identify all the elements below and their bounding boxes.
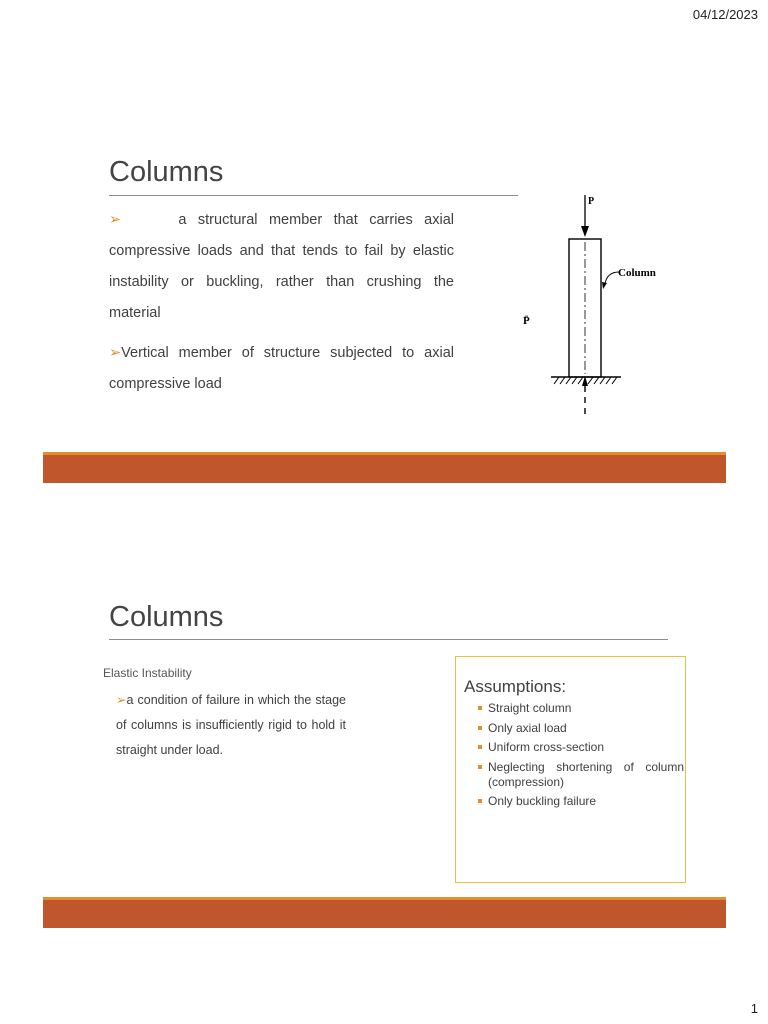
assumptions-box — [455, 656, 686, 883]
elastic-instability-heading: Elastic Instability — [103, 666, 192, 680]
list-item: Uniform cross-section — [478, 740, 684, 755]
column-diagram — [515, 190, 675, 420]
arrow-bullet-icon: ➢ — [109, 345, 122, 361]
column-label: Column — [618, 267, 656, 279]
definition-text: a condition of failure in which the stage of columns is insufficiently rigid to hold it straight under load. — [116, 693, 346, 757]
slide2-title-rule — [109, 639, 668, 640]
arrow-bullet-icon: ➢ — [116, 693, 127, 707]
slide1-bullet-2-text: Vertical member of structure subjected to axial compressive load — [109, 345, 454, 392]
list-item: Neglecting shortening of column (compression) — [478, 760, 684, 790]
p-bar-label: P̄ — [523, 315, 530, 327]
arrow-bullet-icon: ➢ — [109, 212, 122, 228]
list-item: Only axial load — [478, 721, 684, 736]
assumptions-title: Assumptions: — [464, 677, 567, 696]
slide2-bottom-bar — [43, 897, 726, 928]
slide1-bottom-bar — [43, 452, 726, 483]
assumptions-list — [478, 701, 684, 814]
page-number: 1 — [750, 1001, 758, 1016]
load-arrow-head — [581, 226, 589, 237]
slide1-bullet-1-text: a structural member that carries axial compressive loads and that tends to fail by elastic instability or buckling, rather than crushing the material — [109, 212, 454, 321]
slide2-title: Columns — [109, 601, 224, 633]
column-label-leader — [605, 272, 619, 284]
slide1-title: Columns — [109, 156, 224, 188]
slide-date: 04/12/2023 — [692, 7, 758, 22]
load-label: P — [588, 196, 595, 207]
slide1-bullet-1 — [109, 205, 454, 329]
list-item: Only buckling failure — [478, 794, 684, 809]
elastic-instability-definition — [116, 688, 346, 763]
column-label-arrowhead — [602, 282, 607, 289]
slide1-bullet-2 — [109, 338, 454, 400]
slide1-title-rule — [109, 195, 518, 196]
list-item: Straight column — [478, 701, 684, 716]
